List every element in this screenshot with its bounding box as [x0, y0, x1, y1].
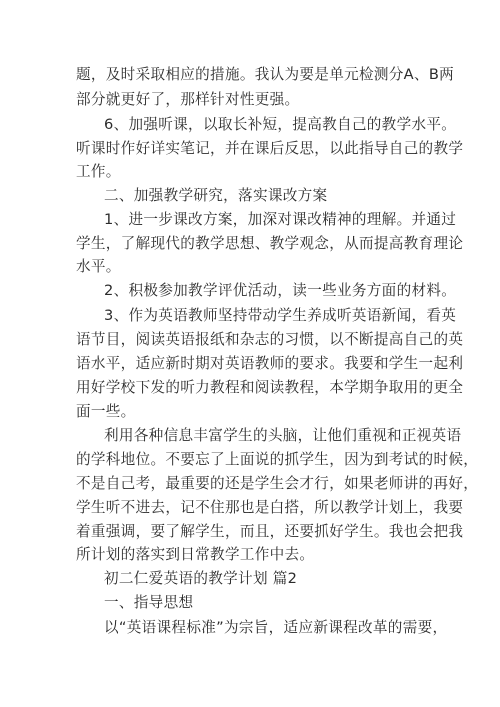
text-line: 题，及时采取相应的措施。我认为要是单元检测分A、B两 [76, 66, 455, 83]
article-subtitle: 初二仁爱英语的教学计划 篇2 [104, 570, 298, 587]
section-heading: 一、指导思想 [104, 594, 194, 611]
text-line: 学生，了解现代的教学思想、教学观念，从而提高教育理论 [76, 235, 464, 252]
text-line: 学生听不进去，记不住那也是白搭，所以教学计划上，我要 [76, 499, 464, 516]
text-line: 2、积极参加教学评优活动，读一些业务方面的材料。 [104, 282, 457, 299]
text-line: 面一些。 [76, 403, 136, 420]
text-line: 1、进一步课改方案，加深对课改精神的理解。并通过 [104, 211, 457, 228]
text-line: 语节目，阅读英语报纸和杂志的习惯，以不断提高自己的英 [76, 331, 464, 348]
text-line: 用好学校下发的听力教程和阅读教程，本学期争取用的更全 [76, 379, 464, 396]
text-line: 水平。 [76, 258, 121, 275]
section-heading: 二、加强教学研究，落实课改方案 [104, 187, 328, 204]
text-line: 利用各种信息丰富学生的头脑，让他们重视和正视英语 [104, 427, 462, 444]
text-line: 语水平，适应新时期对英语教师的要求。我要和学生一起利 [76, 355, 464, 372]
text-line: 不是自己考，最重要的还是学生会才行，如果老师讲的再好， [76, 475, 479, 492]
text-line: 3、作为英语教师坚持带动学生养成听英语新闻，看英 [104, 307, 457, 324]
text-line: 所计划的落实到日常教学工作中去。 [76, 546, 315, 563]
text-line: 部分就更好了，那样针对性更强。 [76, 91, 300, 108]
text-line: 着重强调，要了解学生，而且，还要抓好学生。我也会把我 [76, 523, 464, 540]
text-line: 6、加强听课，以取长补短，提高教自己的教学水平。 [104, 116, 457, 133]
text-line: 的学科地位。不要忘了上面说的抓学生，因为到考试的时候， [76, 451, 479, 468]
text-line: 工作。 [76, 163, 121, 180]
text-line: 听课时作好详实笔记，并在课后反思，以此指导自己的教学 [76, 140, 464, 157]
text-line: 以“英语课程标准”为宗旨，适应新课程改革的需要， [104, 619, 448, 636]
